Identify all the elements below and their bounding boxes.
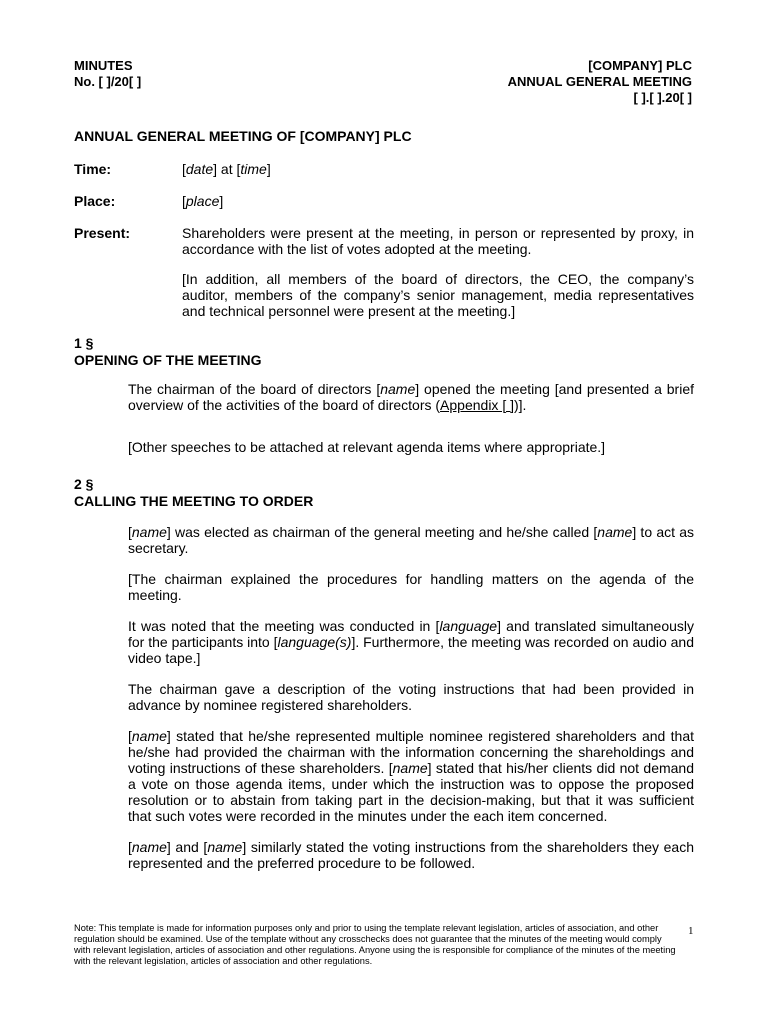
present-label: Present: bbox=[74, 225, 131, 241]
place-label: Place: bbox=[74, 193, 116, 209]
meeting-type: ANNUAL GENERAL MEETING bbox=[507, 74, 692, 89]
page-number: 1 bbox=[688, 925, 694, 937]
text-run: The chairman of the board of directors [ bbox=[128, 381, 381, 397]
name-placeholder: name bbox=[597, 524, 633, 540]
name-placeholder: name bbox=[131, 839, 167, 855]
bracket: [ bbox=[182, 193, 186, 209]
section-title: CALLING THE MEETING TO ORDER bbox=[74, 493, 314, 509]
paragraph: [The chairman explained the procedures for handling matters on the agenda of the meeting. bbox=[128, 571, 694, 603]
text-run: ] opened the meeting [and presented a brief overview of the activities of the board of directors ( bbox=[128, 381, 695, 413]
section-2-body bbox=[128, 524, 694, 886]
paragraph: The chairman gave a description of the voting instructions that had been provided in advance by nominee registered shareholders. bbox=[128, 681, 694, 713]
text-run: ] stated that his/her clients did not demand a vote on those agenda items, under which the instruction was to oppose the proposed resolution or to abstain from taking part in the decision-making, but that it was sufficient that such votes were recorded in the minutes under the each item concerned. bbox=[128, 760, 695, 824]
text-run: It was noted that the meeting was conducted in [ bbox=[128, 618, 440, 634]
place-field bbox=[74, 193, 694, 209]
text-run: ] similarly stated the voting instructions from the shareholders they each represented and the preferred procedure to be followed. bbox=[128, 839, 694, 871]
paragraph bbox=[128, 839, 694, 871]
section-number: 1 § bbox=[74, 335, 94, 351]
text-run: ]. Furthermore, the meeting was recorded on audio and video tape.] bbox=[128, 634, 694, 666]
time-label: Time: bbox=[74, 161, 112, 177]
name-placeholder: name bbox=[207, 839, 243, 855]
place-value bbox=[182, 193, 694, 209]
time-separator: ] at [ bbox=[213, 161, 241, 177]
place-placeholder: place bbox=[185, 193, 220, 209]
bracket: [ bbox=[182, 161, 186, 177]
name-placeholder: name bbox=[392, 760, 428, 776]
text-run: ] to act as secretary. bbox=[128, 524, 694, 556]
minutes-number: No. [ ]/20[ ] bbox=[74, 74, 142, 89]
name-placeholder: name bbox=[380, 381, 416, 397]
text-run: ] stated that he/she represented multiple nominee registered shareholders and that he/she had provided the chairman with the information concerning the shareholdings and voting instructions of these shareholders. [ bbox=[128, 728, 694, 776]
present-paragraph-addition: [In addition, all members of the board of directors, the CEO, the company’s auditor, members of the company’s senior management, media representatives and technical personnel were present at the meeting.] bbox=[182, 271, 694, 319]
present-field bbox=[74, 225, 694, 333]
minutes-label: MINUTES bbox=[74, 58, 133, 73]
text-run: )]. bbox=[513, 397, 527, 413]
section-1-body bbox=[128, 381, 694, 455]
bracket: ] bbox=[266, 161, 271, 177]
header-right bbox=[508, 58, 692, 106]
language-placeholder: language bbox=[439, 618, 498, 634]
text-run: [ bbox=[128, 728, 132, 744]
time-value bbox=[182, 161, 694, 177]
paragraph: [Other speeches to be attached at relevant agenda items where appropriate.] bbox=[128, 439, 606, 455]
text-run: ] was elected as chairman of the general meeting and he/she called [ bbox=[166, 524, 598, 540]
appendix-reference: Appendix [ ] bbox=[440, 397, 514, 413]
header-left bbox=[74, 58, 141, 90]
time-placeholder: time bbox=[240, 161, 267, 177]
footnote: Note: This template is made for information purposes only and prior to using the template relevant legislation, articles of association, and other regulation should be examined. Use of the template without any crosschecks does not guarantee that the minutes of the meeting would comply with relevant legislation, articles of association and other regulations. Anyone using the is responsible for compliance of the minutes of the meeting with the relevant legislation, articles of association and other regulations. bbox=[74, 923, 676, 966]
name-placeholder: name bbox=[131, 728, 167, 744]
section-1-heading bbox=[74, 335, 261, 369]
paragraph bbox=[128, 618, 694, 666]
present-value bbox=[182, 225, 694, 319]
paragraph bbox=[128, 381, 694, 413]
bracket: ] bbox=[219, 193, 224, 209]
date-placeholder: date bbox=[185, 161, 214, 177]
text-run: [ bbox=[128, 524, 132, 540]
time-field bbox=[74, 161, 694, 177]
languages-placeholder: language(s) bbox=[277, 634, 352, 650]
present-paragraph: Shareholders were present at the meeting, in person or represented by proxy, in accordance with the list of votes adopted at the meeting. bbox=[182, 225, 694, 257]
section-2-heading bbox=[74, 476, 313, 510]
text-run: [ bbox=[128, 839, 132, 855]
section-title: OPENING OF THE MEETING bbox=[74, 352, 262, 368]
document-title: ANNUAL GENERAL MEETING OF [COMPANY] PLC bbox=[74, 128, 412, 144]
meeting-date: [ ].[ ].20[ ] bbox=[633, 90, 692, 105]
paragraph bbox=[128, 728, 694, 824]
text-run: ] and translated simultaneously for the participants into [ bbox=[128, 618, 694, 650]
paragraph bbox=[128, 524, 694, 556]
text-run: ] and [ bbox=[166, 839, 208, 855]
company-name: [COMPANY] PLC bbox=[588, 58, 692, 73]
section-number: 2 § bbox=[74, 476, 94, 492]
name-placeholder: name bbox=[131, 524, 167, 540]
